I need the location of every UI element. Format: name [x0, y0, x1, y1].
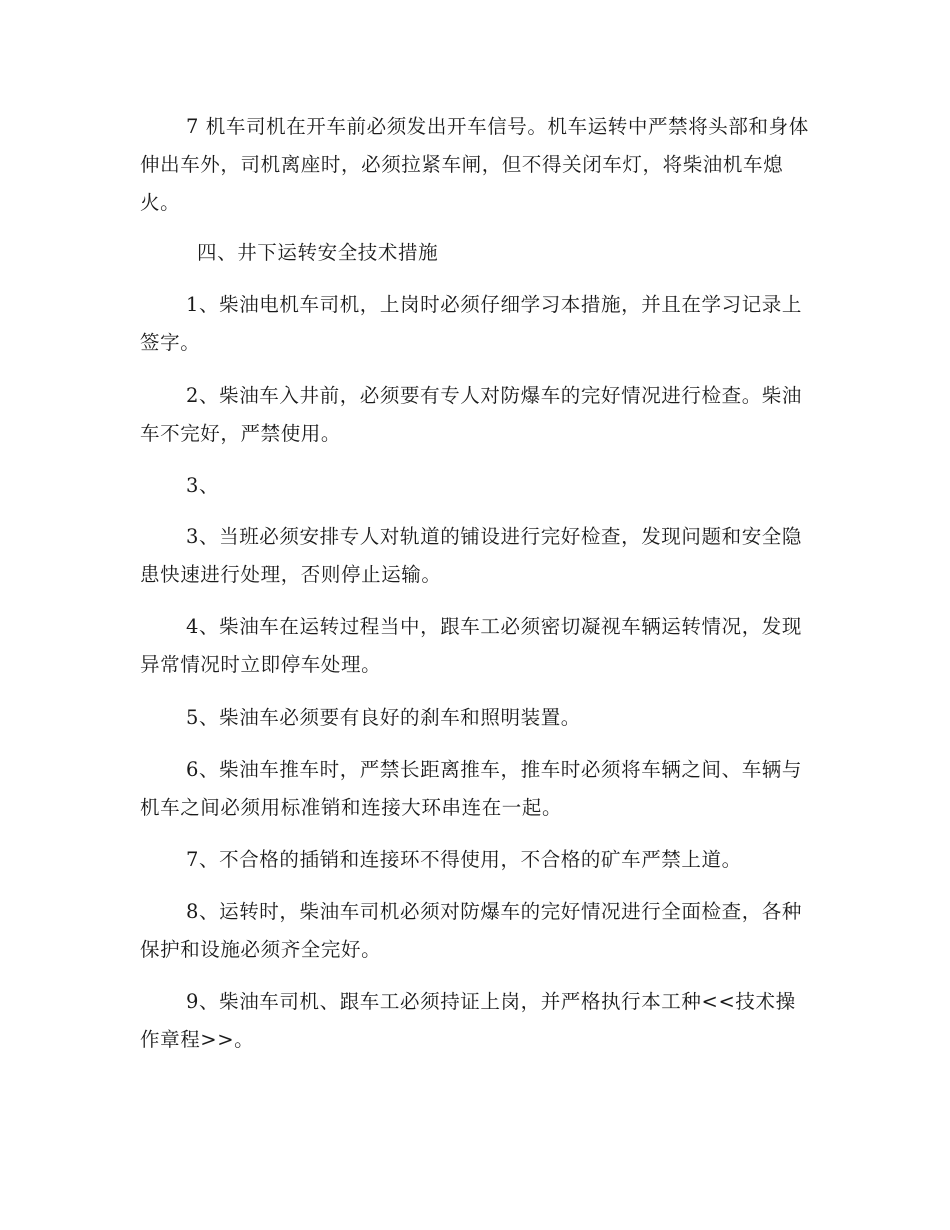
paragraph-item-2: 2、柴油车入井前，必须要有专人对防爆车的完好情况进行检查。柴油车不完好，严禁使用。 — [140, 384, 803, 445]
paragraph-item-3: 3、当班必须安排专人对轨道的铺设进行完好检查，发现问题和安全隐患快速进行处理，否则停止运输。 — [140, 525, 803, 586]
paragraph-item-5: 5、柴油车必须要有良好的刹车和照明装置。 — [186, 706, 581, 729]
paragraph-item-7: 7、不合格的插销和连接环不得使用，不合格的矿车严禁上道。 — [186, 848, 742, 871]
paragraph-item-4: 4、柴油车在运转过程当中，跟车工必须密切凝视车辆运转情况，发现异常情况时立即停车处理。 — [140, 615, 803, 676]
paragraph-item-3-empty: 3、 — [186, 474, 220, 497]
section-heading: 四、井下运转安全技术措施 — [197, 241, 439, 264]
paragraph-item-9: 9、柴油车司机、跟车工必须持证上岗，并严格执行本工种<<技术操作章程>>。 — [140, 990, 796, 1051]
paragraph-item-1: 1、柴油电机车司机，上岗时必须仔细学习本措施，并且在学习记录上签字。 — [140, 293, 803, 354]
paragraph-locomotive-signal: 7 机车司机在开车前必须发出开车信号。机车运转中严禁将头部和身体伸出车外，司机离座时，必须拉紧车闸，但不得关闭车灯，将柴油机车熄火。 — [140, 115, 809, 214]
paragraph-item-6: 6、柴油车推车时，严禁长距离推车，推车时必须将车辆之间、车辆与机车之间必须用标准销和连接大环串连在一起。 — [140, 758, 803, 819]
paragraph-item-8: 8、运转时，柴油车司机必须对防爆车的完好情况进行全面检查，各种保护和设施必须齐全完好。 — [140, 900, 803, 961]
